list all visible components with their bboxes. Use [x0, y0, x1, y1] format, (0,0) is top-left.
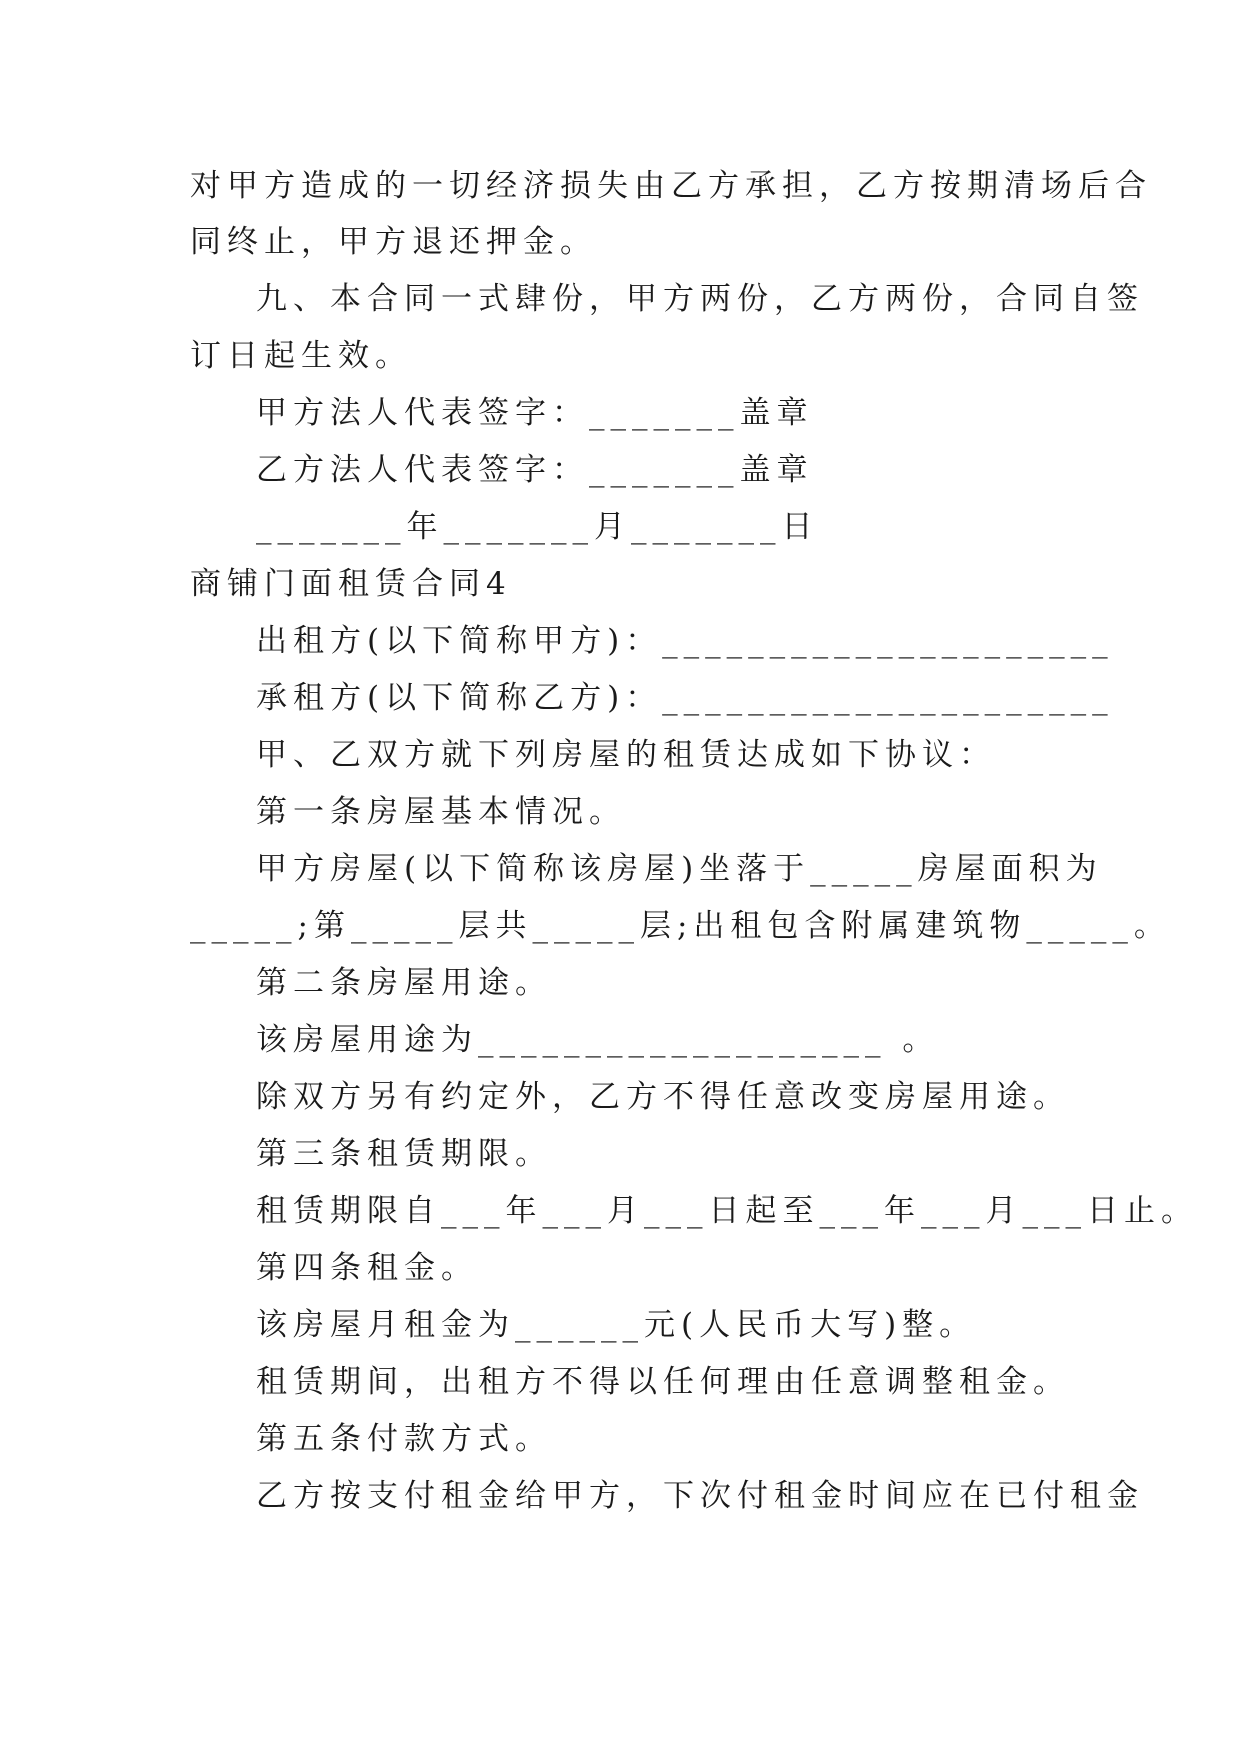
article-heading: 第二条房屋用途。: [256, 965, 552, 1001]
paragraph-line: 甲、乙双方就下列房屋的租赁达成如下协议：: [256, 737, 996, 773]
paragraph-line: 租赁期限自___年___月___日起至___年___月___日止。: [256, 1193, 1198, 1229]
paragraph-line: 甲方房屋(以下简称该房屋)坐落于_____房屋面积为: [256, 851, 1103, 887]
paragraph-line: 除双方另有约定外，乙方不得任意改变房屋用途。: [256, 1079, 1070, 1115]
lessee-line: 承租方(以下简称乙方)：_____________________: [256, 680, 1114, 716]
signature-line-party-b: 乙方法人代表签字：_______盖章: [256, 452, 814, 488]
paragraph-line: 租赁期间，出租方不得以任何理由任意调整租金。: [256, 1364, 1070, 1400]
paragraph-line: 该房屋用途为___________________ 。: [256, 1022, 940, 1058]
signature-line-party-a: 甲方法人代表签字：_______盖章: [256, 395, 814, 431]
paragraph-line: _____;第_____层共_____层;出租包含附属建筑物_____。: [190, 908, 1171, 944]
date-line: _______年_______月_______日: [256, 509, 819, 545]
paragraph-line: 订日起生效。: [190, 338, 412, 374]
article-heading: 第一条房屋基本情况。: [256, 794, 626, 830]
paragraph-line: 对甲方造成的一切经济损失由乙方承担，乙方按期清场后合: [190, 168, 1152, 204]
paragraph-line: 乙方按支付租金给甲方，下次付租金时间应在已付租金: [256, 1478, 1144, 1514]
section-title: 商铺门面租赁合同4: [190, 566, 512, 602]
article-heading: 第三条租赁期限。: [256, 1136, 552, 1172]
paragraph-line: 同终止，甲方退还押金。: [190, 224, 597, 260]
paragraph-line: 九、本合同一式肆份，甲方两份，乙方两份，合同自签: [256, 281, 1144, 317]
paragraph-line: 该房屋月租金为______元(人民币大写)整。: [256, 1307, 977, 1343]
article-heading: 第四条租金。: [256, 1250, 478, 1286]
lessor-line: 出租方(以下简称甲方)：_____________________: [256, 623, 1114, 659]
article-heading: 第五条付款方式。: [256, 1421, 552, 1457]
